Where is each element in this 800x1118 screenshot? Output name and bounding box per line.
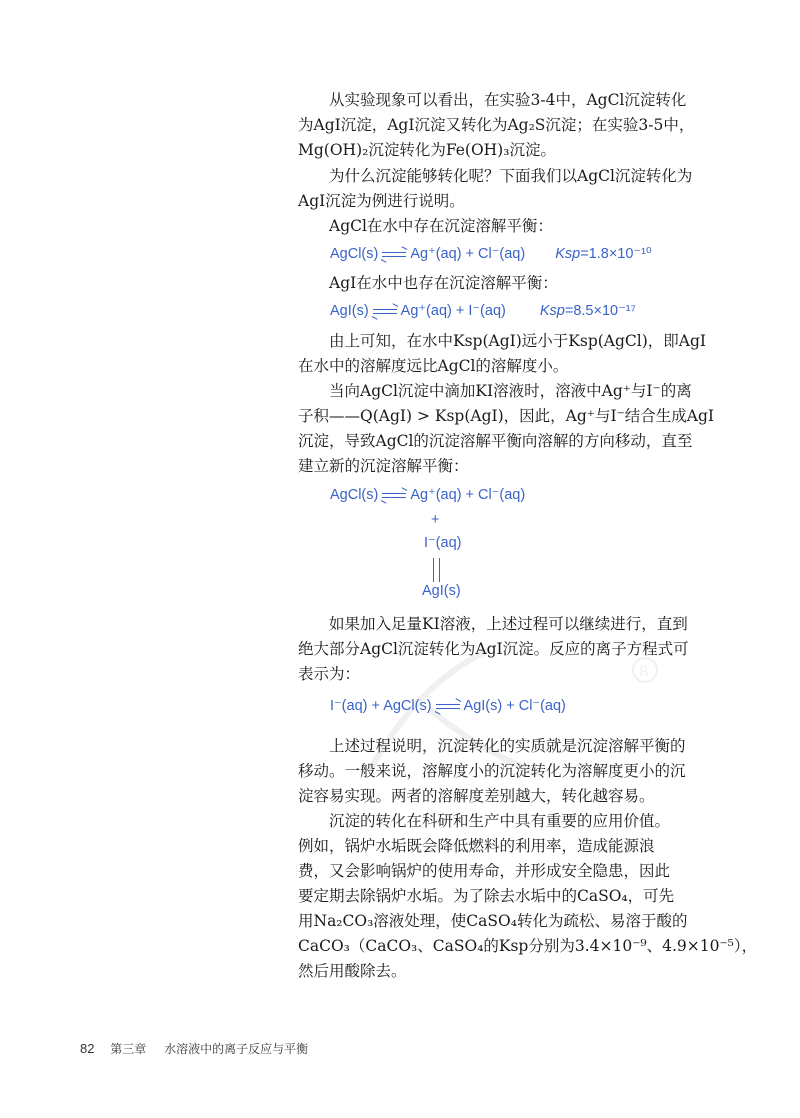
paragraph-9 bbox=[298, 809, 758, 984]
equation-ionic-conversion bbox=[330, 698, 566, 714]
text-line: 为AgI沉淀，AgI沉淀又转化为Ag₂S沉淀；在实验3-5中， bbox=[298, 116, 695, 134]
equation-agcl-equilibrium bbox=[330, 246, 652, 262]
text-line: AgCl在水中存在沉淀溶解平衡： bbox=[329, 217, 553, 235]
paragraph-1 bbox=[298, 88, 698, 163]
eq-products: Ag⁺(aq) + Cl⁻(aq) bbox=[410, 246, 526, 262]
paragraph-4 bbox=[298, 271, 698, 296]
text-line: 移动。一般来说，溶解度小的沉淀转化为溶解度更小的沉 bbox=[298, 762, 686, 780]
paragraph-3 bbox=[298, 214, 698, 239]
equilibrium-arrow-icon bbox=[382, 491, 406, 500]
text-line: 用Na₂CO₃溶液处理，使CaSO₄转化为疏松、易溶于酸的 bbox=[298, 912, 688, 930]
equilibrium-arrow-icon bbox=[382, 250, 406, 259]
text-line: Mg(OH)₂沉淀转化为Fe(OH)₃沉淀。 bbox=[298, 141, 556, 159]
paragraph-6 bbox=[298, 379, 715, 479]
text-line: 淀容易实现。两者的溶解度差别越大，转化越容易。 bbox=[298, 787, 655, 805]
iodide-ion: I⁻(aq) bbox=[424, 535, 462, 551]
page-number: 82 bbox=[80, 1041, 95, 1056]
text-line: 如果加入足量KI溶液，上述过程可以继续进行，直到 bbox=[329, 615, 688, 633]
paragraph-7 bbox=[298, 612, 698, 687]
ksp-value: =1.8×10⁻¹⁰ bbox=[580, 246, 652, 262]
equilibrium-arrow-icon bbox=[373, 307, 397, 316]
chapter-title: 水溶液中的离子反应与平衡 bbox=[164, 1042, 309, 1056]
text-line: 表示为： bbox=[298, 665, 361, 683]
text-line: 沉淀，导致AgCl的沉淀溶解平衡向溶解的方向移动，直至 bbox=[298, 432, 693, 450]
equation-agi-equilibrium bbox=[330, 303, 636, 319]
page-footer bbox=[80, 1040, 308, 1057]
eq-reactant: AgI(s) bbox=[330, 303, 369, 319]
text-line: 子积——Q(AgI) > Ksp(AgI)，因此，Ag⁺与I⁻结合生成AgI bbox=[298, 407, 715, 425]
agi-product: AgI(s) bbox=[422, 583, 461, 599]
eq-reactant: AgCl(s) bbox=[330, 487, 379, 503]
svg-text:R: R bbox=[639, 664, 649, 680]
text-line: 沉淀的转化在科研和生产中具有重要的应用价值。 bbox=[329, 812, 671, 830]
ksp-label: Ksp bbox=[539, 303, 565, 319]
text-line: 然后用酸除去。 bbox=[298, 962, 407, 980]
paragraph-2 bbox=[298, 164, 698, 214]
text-line: 例如，锅炉水垢既会降低燃料的利用率，造成能源浪 bbox=[298, 837, 655, 855]
text-line: 要定期去除锅炉水垢。为了除去水垢中的CaSO₄，可先 bbox=[298, 887, 675, 905]
eq-products: Ag⁺(aq) + Cl⁻(aq) bbox=[410, 487, 526, 503]
eq-products: AgI(s) + Cl⁻(aq) bbox=[463, 698, 566, 714]
ksp-label: Ksp bbox=[555, 246, 581, 262]
plus-sign: + bbox=[431, 512, 440, 528]
text-line: 绝大部分AgCl沉淀转化为AgI沉淀。反应的离子方程式可 bbox=[298, 640, 689, 658]
text-line: 在水中的溶解度远比AgCl的溶解度小。 bbox=[298, 357, 569, 375]
equilibrium-arrow-icon bbox=[436, 702, 460, 711]
text-line: 建立新的沉淀溶解平衡： bbox=[298, 457, 469, 475]
text-line: 由上可知，在水中Ksp(AgI)远小于Ksp(AgCl)，即AgI bbox=[329, 332, 707, 350]
eq-products: Ag⁺(aq) + I⁻(aq) bbox=[400, 303, 506, 319]
paragraph-8 bbox=[298, 734, 698, 809]
vertical-equilibrium-icon bbox=[433, 558, 440, 582]
equation-agcl-dissolution bbox=[330, 487, 525, 503]
text-line: 从实验现象可以看出，在实验3-4中，AgCl沉淀转化 bbox=[329, 91, 687, 109]
chapter-label: 第三章 bbox=[110, 1042, 147, 1056]
paragraph-5 bbox=[298, 329, 707, 379]
text-line: 为什么沉淀能够转化呢？下面我们以AgCl沉淀转化为 bbox=[329, 167, 693, 185]
eq-reactants: I⁻(aq) + AgCl(s) bbox=[330, 698, 432, 714]
text-line: 上述过程说明，沉淀转化的实质就是沉淀溶解平衡的 bbox=[329, 737, 686, 755]
ksp-value: =8.5×10⁻¹⁷ bbox=[564, 303, 636, 319]
text-line: AgI沉淀为例进行说明。 bbox=[298, 192, 465, 210]
text-line: AgI在水中也存在沉淀溶解平衡： bbox=[329, 274, 558, 292]
text-line: 当向AgCl沉淀中滴加KI溶液时，溶液中Ag⁺与I⁻的离 bbox=[329, 382, 692, 400]
text-line: 费，又会影响锅炉的使用寿命，并形成安全隐患，因此 bbox=[298, 862, 671, 880]
text-line: CaCO₃（CaCO₃、CaSO₄的Ksp分别为3.4×10⁻⁹、4.9×10⁻⁵）， bbox=[298, 937, 758, 955]
eq-reactant: AgCl(s) bbox=[330, 246, 379, 262]
